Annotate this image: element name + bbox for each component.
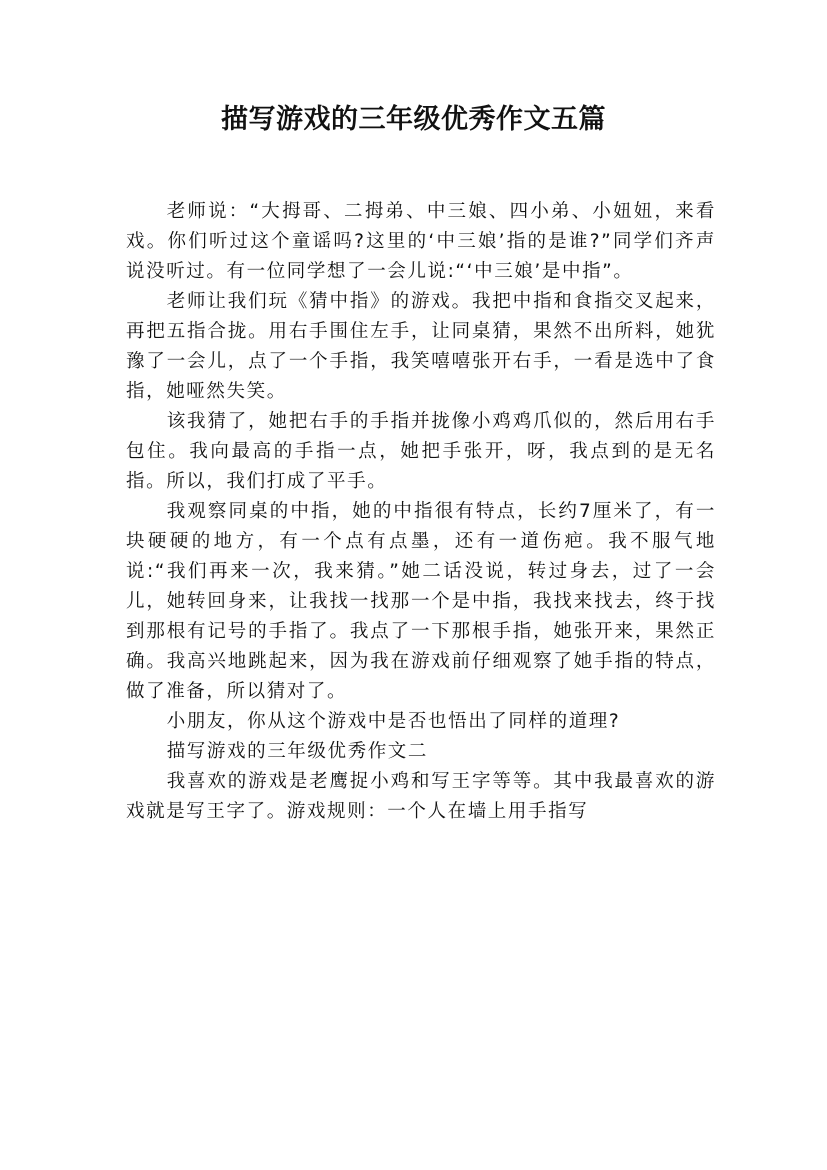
paragraph-2: 老师让我们玩《猜中指》的游戏。我把中指和食指交叉起来，再把五指合拢。用右手围住左手，让同桌猜，果然不出所料，她犹豫了一会儿，点了一个手指，我笑嘻嘻张开右手，一看是选中了食指，她哑然失笑。 — [126, 291, 716, 402]
paragraph-5: 小朋友，你从这个游戏中是否也悟出了同样的道理? — [166, 711, 621, 732]
document-title: 描写游戏的三年级优秀作文五篇 — [221, 104, 606, 135]
paragraph-6: 我喜欢的游戏是老鹰捉小鸡和写王字等等。其中我最喜欢的游戏就是写王字了。游戏规则：一个人在墙上用手指写 — [126, 771, 716, 822]
paragraph-3: 该我猜了，她把右手的手指并拢像小鸡鸡爪似的，然后用右手包住。我向最高的手指一点，她把手张开，呀，我点到的是无名指。所以，我们打成了平手。 — [126, 411, 716, 492]
section-heading-2: 描写游戏的三年级优秀作文二 — [166, 741, 428, 762]
paragraph-4: 我观察同桌的中指，她的中指很有特点，长约7厘米了，有一块硬硬的地方，有一个点有点墨，还有一道伤疤。我不服气地说:“我们再来一次，我来猜。”她二话没说，转过身去，过了一会儿，她转回身来，让我找一找那一个是中指，我找来找去，终于找到那根有记号的手指了。我点了一下那根手指，她张开来，果然正确。我高兴地跳起来，因为我在游戏前仔细观察了她手指的特点，做了准备，所以猜对了。 — [126, 501, 716, 702]
paragraph-1: 老师说：“大拇哥、二拇弟、中三娘、四小弟、小妞妞，来看戏。你们听过这个童谣吗?这里的‘中三娘’指的是谁?”同学们齐声说没听过。有一位同学想了一会儿说:“‘中三娘’是中指”。 — [126, 201, 716, 282]
document-body — [126, 197, 716, 827]
